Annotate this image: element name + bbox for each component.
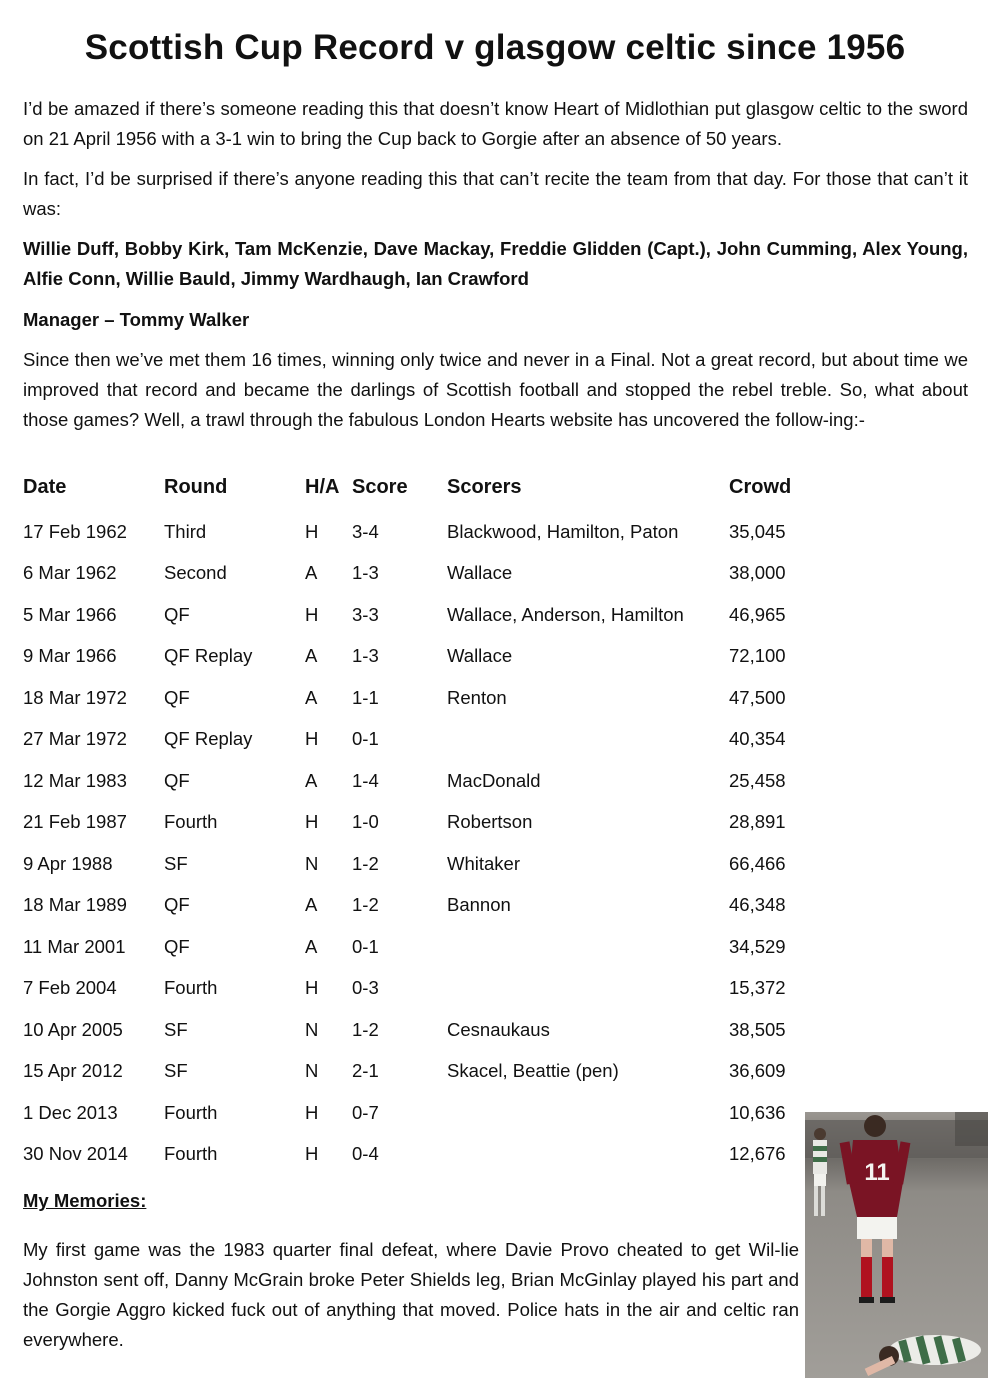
cell-round: QF — [164, 686, 190, 708]
cell-date: 18 Mar 1972 — [23, 686, 127, 708]
cell-scorers — [447, 968, 729, 1010]
cell-crowd: 72,100 — [729, 645, 786, 667]
results-table — [23, 476, 839, 1175]
memories-paragraph: My first game was the 1983 quarter final defeat, where Davie Provo cheated to get Wil-lie Johnston sent off, Danny McGrain broke Peter Shields leg, Brian McGinlay played his part and the Gorgie Aggro kicked fuck out of anything that moved. Police hats in the air and celtic ran everywhere. — [23, 1239, 799, 1350]
cell-crowd: 47,500 — [729, 686, 786, 708]
match-photo-illustration — [805, 1112, 988, 1378]
cell-round: SF — [164, 1060, 188, 1082]
cell-ha: A — [305, 686, 318, 708]
cell-round: QF — [164, 603, 190, 625]
cell-score: 1-1 — [352, 686, 379, 708]
cell-date: 7 Feb 2004 — [23, 977, 117, 999]
cell-round: QF — [164, 935, 190, 957]
cell-score: 1-3 — [352, 562, 379, 584]
cell-scorers: Renton — [447, 686, 507, 708]
cell-scorers: Robertson — [447, 811, 533, 833]
cell-round: QF Replay — [164, 645, 253, 667]
cell-date: 5 Mar 1966 — [23, 603, 117, 625]
cell-date: 18 Mar 1989 — [23, 894, 127, 916]
table-row — [23, 1134, 839, 1176]
cell-ha: A — [305, 935, 318, 957]
cell-ha: N — [305, 852, 319, 874]
cell-score: 2-1 — [352, 1060, 379, 1082]
cell-score: 0-1 — [352, 728, 379, 750]
table-row — [23, 594, 839, 636]
cell-crowd: 36,609 — [729, 1060, 786, 1082]
cell-scorers: Bannon — [447, 894, 511, 916]
cell-scorers — [447, 1092, 729, 1134]
cell-date: 12 Mar 1983 — [23, 769, 127, 791]
cell-ha: A — [305, 562, 318, 584]
header-date: Date — [23, 476, 67, 498]
cell-scorers — [447, 926, 729, 968]
table-row — [23, 802, 839, 844]
cell-round: Fourth — [164, 811, 218, 833]
cell-round: Third — [164, 520, 207, 542]
cell-date: 17 Feb 1962 — [23, 520, 127, 542]
table-row — [23, 760, 839, 802]
cell-scorers: Cesnaukaus — [447, 1018, 550, 1040]
cell-ha: H — [305, 603, 319, 625]
cell-crowd: 38,000 — [729, 562, 786, 584]
cell-scorers: Whitaker — [447, 852, 520, 874]
cell-score: 3-4 — [352, 520, 379, 542]
cell-crowd: 35,045 — [729, 520, 786, 542]
cell-score: 0-1 — [352, 935, 379, 957]
cell-ha: H — [305, 811, 319, 833]
cell-round: SF — [164, 1018, 188, 1040]
table-row — [23, 1009, 839, 1051]
table-row — [23, 843, 839, 885]
cell-date: 11 Mar 2001 — [23, 935, 126, 957]
table-row — [23, 677, 839, 719]
cell-date: 15 Apr 2012 — [23, 1060, 123, 1082]
header-ha: H/A — [305, 476, 340, 498]
cell-scorers: Blackwood, Hamilton, Paton — [447, 520, 679, 542]
shirt-number: 11 — [864, 1159, 890, 1186]
header-score: Score — [352, 476, 408, 498]
cell-score: 1-4 — [352, 769, 379, 791]
header-scorers: Scorers — [447, 476, 522, 498]
cell-score: 1-2 — [352, 852, 379, 874]
cell-round: SF — [164, 852, 188, 874]
cell-round: Fourth — [164, 1101, 218, 1123]
cell-crowd: 15,372 — [729, 977, 786, 999]
cell-crowd: 66,466 — [729, 852, 786, 874]
cell-score: 1-3 — [352, 645, 379, 667]
cell-crowd: 25,458 — [729, 769, 786, 791]
match-photo — [805, 1112, 988, 1378]
cell-ha: H — [305, 728, 319, 750]
table-header-row — [23, 476, 839, 511]
cell-ha: H — [305, 1101, 319, 1123]
cell-crowd: 10,636 — [729, 1101, 786, 1123]
table-row — [23, 926, 839, 968]
cell-ha: A — [305, 769, 318, 791]
cell-score: 3-3 — [352, 603, 379, 625]
cell-scorers: Skacel, Beattie (pen) — [447, 1060, 619, 1082]
table-row — [23, 511, 839, 553]
cell-date: 1 Dec 2013 — [23, 1101, 118, 1123]
cell-ha: A — [305, 894, 318, 916]
cell-ha: A — [305, 645, 318, 667]
cell-date: 9 Mar 1966 — [23, 645, 117, 667]
header-crowd: Crowd — [729, 476, 792, 498]
cell-date: 30 Nov 2014 — [23, 1143, 128, 1165]
cell-crowd: 12,676 — [729, 1143, 786, 1165]
table-row — [23, 1092, 839, 1134]
cell-scorers — [447, 1134, 729, 1176]
cell-round: Fourth — [164, 977, 218, 999]
cell-round: QF Replay — [164, 728, 253, 750]
cell-crowd: 34,529 — [729, 935, 786, 957]
cell-ha: H — [305, 1143, 319, 1165]
cell-date: 27 Mar 1972 — [23, 728, 127, 750]
cell-scorers — [447, 719, 729, 761]
cell-ha: N — [305, 1018, 319, 1040]
cell-scorers: MacDonald — [447, 769, 541, 791]
cell-ha: N — [305, 1060, 319, 1082]
cell-round: QF — [164, 894, 190, 916]
table-row — [23, 1051, 839, 1093]
table-row — [23, 968, 839, 1010]
cell-score: 0-7 — [352, 1101, 379, 1123]
cell-ha: H — [305, 520, 319, 542]
cell-date: 6 Mar 1962 — [23, 562, 117, 584]
cell-score: 1-0 — [352, 811, 379, 833]
team-lineup: Willie Duff, Bobby Kirk, Tam McKenzie, Dave Mackay, Freddie Glidden (Capt.), John Cumming, Alex Young, Alfie Conn, Willie Bauld, Jimmy Wardhaugh, Ian Crawford — [23, 238, 968, 289]
cell-scorers: Wallace — [447, 562, 513, 584]
table-row — [23, 719, 839, 761]
cell-ha: H — [305, 977, 319, 999]
cell-score: 0-4 — [352, 1143, 379, 1165]
table-row — [23, 553, 839, 595]
cell-crowd: 46,348 — [729, 894, 786, 916]
cell-score: 1-2 — [352, 1018, 379, 1040]
intro-paragraph-2: In fact, I’d be surprised if there’s anyone reading this that can’t recite the team from that day. For those that can’t it was: — [23, 168, 968, 219]
cell-date: 21 Feb 1987 — [23, 811, 127, 833]
cell-date: 10 Apr 2005 — [23, 1018, 123, 1040]
cell-score: 0-3 — [352, 977, 379, 999]
intro-paragraph-1: I’d be amazed if there’s someone reading this that doesn’t know Heart of Midlothian put glasgow celtic to the sword on 21 April 1956 with a 3-1 win to bring the Cup back to Gorgie after an absence of 50 years. — [23, 98, 968, 149]
cell-scorers: Wallace, Anderson, Hamilton — [447, 603, 684, 625]
cell-crowd: 28,891 — [729, 811, 786, 833]
cell-round: Second — [164, 562, 227, 584]
manager-line: Manager – Tommy Walker — [23, 309, 250, 330]
table-row — [23, 636, 839, 678]
header-round: Round — [164, 476, 228, 498]
memories-heading: My Memories: — [23, 1190, 147, 1211]
cell-crowd: 46,965 — [729, 603, 786, 625]
page-title: Scottish Cup Record v glasgow celtic since 1956 — [84, 28, 906, 67]
cell-crowd: 38,505 — [729, 1018, 786, 1040]
cell-date: 9 Apr 1988 — [23, 852, 113, 874]
cell-scorers: Wallace — [447, 645, 513, 667]
cell-round: Fourth — [164, 1143, 218, 1165]
intro-paragraph-3: Since then we’ve met them 16 times, winning only twice and never in a Final. Not a great record, but about time we improved that record and became the darlings of Scottish football and stopped the rebel treble. So, what about those games? Well, a trawl through the fabulous London Hearts website has uncovered the follow-ing:- — [23, 349, 968, 430]
table-row — [23, 885, 839, 927]
cell-crowd: 40,354 — [729, 728, 786, 750]
cell-round: QF — [164, 769, 190, 791]
cell-score: 1-2 — [352, 894, 379, 916]
